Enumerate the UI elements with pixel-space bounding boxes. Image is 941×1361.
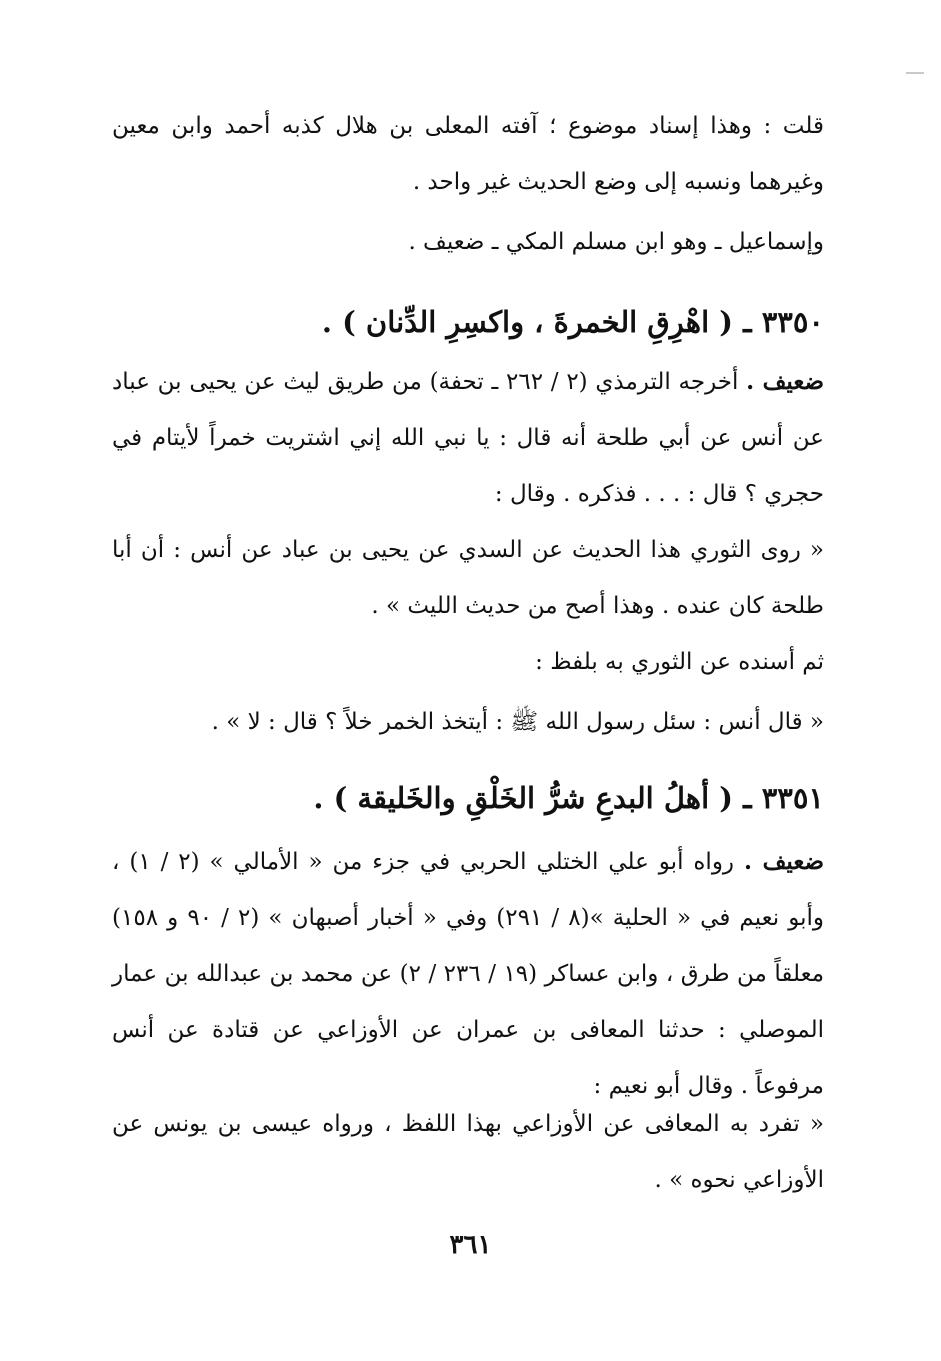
paragraph-ismail: وإسماعيل ـ وهو ابن مسلم المكي ـ ضعيف . bbox=[408, 229, 824, 255]
hadith-3350-text: أخرجه الترمذي (٢ / ٢٦٢ ـ تحفة) من طريق ليث عن يحيى بن عباد عن أنس عن أبي طلحة أنه قال : يا نبي الله إني اشتريت خمراً لأيتام في حجري ؟ قال : . . . فذكره . وقال : bbox=[112, 369, 824, 507]
hadith-3351-grade: ضعيف . bbox=[743, 848, 824, 875]
hadith-3350-title: ( اهْرِقِ الخمرةَ ، واكسِرِ الدِّنان ) . bbox=[321, 305, 733, 339]
hadith-3350-body bbox=[112, 354, 824, 522]
hadith-3351-number: ٣٣٥١ ـ bbox=[743, 781, 824, 815]
hadith-3351-title: ( أهلُ البدعِ شرُّ الخَلْقِ والخَليقة ) . bbox=[313, 781, 733, 815]
hadith-3351-text: رواه أبو علي الختلي الحربي في جزء من « الأمالي » (٢ / ١) ، وأبو نعيم في « الحلية »(٨ / ٢٩١) وفي « أخبار أصبهان » (٢ / ٩٠ و ١٥٨) معلقاً من طرق ، وابن عساكر (١٩ / ٢٣٦ / ٢) عن محمد بن عبدالله بن عمار الموصلي : حدثنا المعافى بن عمران عن الأوزاعي عن قتادة عن أنس مرفوعاً . وقال أبو نعيم : bbox=[112, 849, 825, 1099]
page-number: ٣٦١ bbox=[449, 1230, 492, 1260]
hadith-3351-heading bbox=[112, 770, 824, 826]
paragraph-comment: قلت : وهذا إسناد موضوع ؛ آفته المعلى بن هلال كذبه أحمد وابن معين وغيرهما ونسبه إلى وضع الحديث غير واحد . bbox=[112, 113, 824, 195]
hadith-3351-quote: « تفرد به المعافى عن الأوزاعي بهذا اللفظ ، ورواه عيسى بن يونس عن الأوزاعي نحوه » . bbox=[112, 1111, 824, 1193]
hadith-3350-narration: « قال أنس : سئل رسول الله ﷺ : أيتخذ الخمر خلاً ؟ قال : لا » . bbox=[211, 709, 824, 735]
hadith-3350-quote: « روى الثوري هذا الحديث عن السدي عن يحيى بن عباد عن أنس : أن أبا طلحة كان عنده . وهذا أصح من حديث الليث » . bbox=[112, 537, 824, 619]
hadith-3351-body bbox=[112, 834, 824, 1114]
hadith-3350-heading bbox=[112, 294, 824, 350]
hadith-3350-number: ٣٣٥٠ ـ bbox=[743, 305, 824, 339]
scan-mark bbox=[906, 72, 924, 74]
hadith-3350-grade: ضعيف . bbox=[746, 368, 824, 395]
hadith-3350-then: ثم أسنده عن الثوري به بلفظ : bbox=[535, 649, 824, 675]
